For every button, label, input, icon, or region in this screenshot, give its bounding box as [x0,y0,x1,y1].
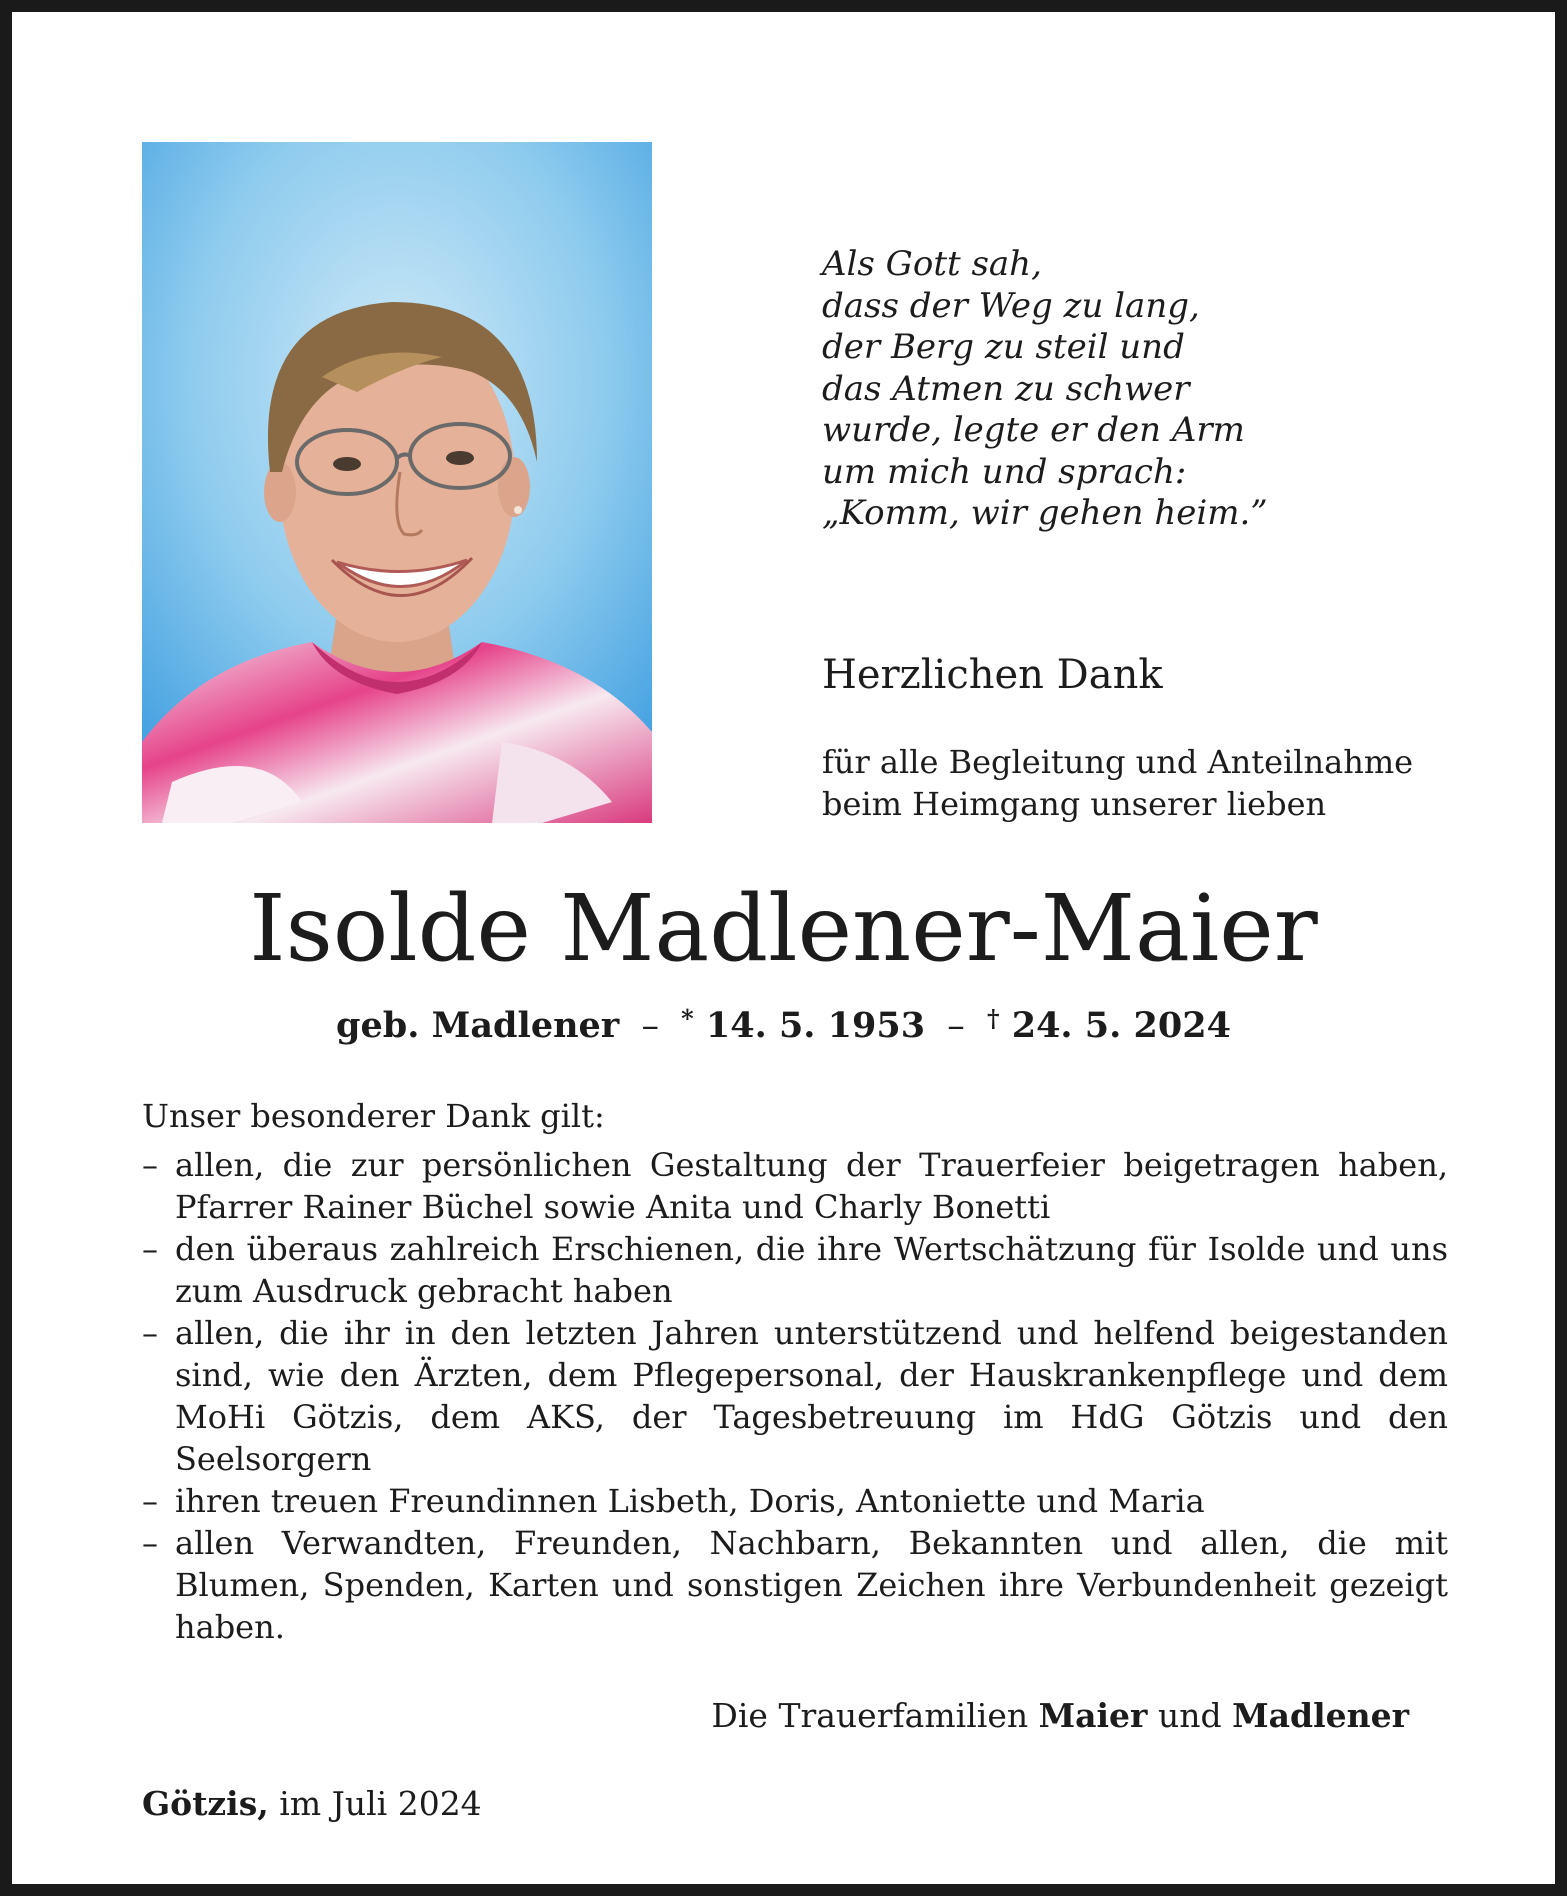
list-item [142,1144,1448,1228]
family-name-1: Maier [1038,1696,1148,1735]
list-dash: – [142,1482,158,1520]
gratitude-intro: Unser besonderer Dank gilt: [142,1097,605,1135]
list-item-text: allen, die ihr in den letzten Jahren unterstützend und helfend beigestanden sind, wie den Ärzten, dem Pflegepersonal, der Hauskrankenpflege und dem MoHi Götzis, dem AKS, der Tagesbetreuung im HdG Götzis und den Seelsorgern [175,1314,1448,1478]
list-dash: – [142,1524,158,1562]
list-item-text: ihren treuen Freundinnen Lisbeth, Doris, Antoniette und Maria [175,1482,1205,1520]
birth-symbol: * [681,1004,694,1033]
family-name-2: Madlener [1232,1696,1409,1735]
poem-line: Als Gott sah, [822,244,1042,284]
poem-line: das Atmen zu schwer [822,368,1190,409]
poem-line: wurde, legte er den Arm [822,410,1245,450]
portrait-illustration [142,142,652,823]
birth-date: 14. 5. 1953 [705,1005,926,1046]
place-date [142,1782,482,1826]
list-item [142,1480,1448,1522]
death-symbol: † [986,1004,1000,1033]
poem-line: um mich und sprach: [822,451,1187,492]
date-separator: – [641,1006,659,1046]
date: im Juli 2024 [279,1784,482,1823]
poem [822,244,1482,535]
list-item [142,1312,1448,1480]
list-item [142,1522,1448,1648]
list-item-text: allen Verwandten, Freunden, Nachbarn, Bekannten und allen, die mit Blumen, Spenden, Karten und sonstigen Zeichen ihre Verbundenheit gezeigt haben. [175,1524,1448,1646]
signature-prefix: Die Trauerfamilien [711,1696,1029,1735]
poem-line: dass der Weg zu lang, [822,285,1200,326]
birth-name: geb. Madlener [336,1005,620,1046]
deceased-name: Isolde Madlener-Maier [249,875,1318,982]
list-item-text: allen, die zur persönlichen Gestaltung der Trauerfeier beigetragen haben, Pfarrer Rainer Büchel sowie Anita und Charly Bonetti [175,1146,1448,1226]
list-dash: – [142,1230,158,1268]
place: Götzis, [142,1784,269,1823]
thanks-intro-line: für alle Begleitung und Anteilnahme [822,743,1414,781]
death-date: 24. 5. 2024 [1011,1005,1231,1046]
life-dates [12,997,1555,1048]
poem-line: der Berg zu steil und [822,327,1185,367]
thanks-heading: Herzlichen Dank [822,652,1163,698]
poem-line: „Komm, wir gehen heim.” [822,493,1268,533]
signature [711,1694,1409,1738]
signature-conjunction: und [1157,1696,1222,1735]
list-item [142,1228,1448,1312]
thanks-intro [822,741,1462,825]
list-dash: – [142,1146,158,1184]
thanks-intro-line: beim Heimgang unserer lieben [822,785,1327,823]
gratitude-list [142,1144,1448,1648]
list-item-text: den überaus zahlreich Erschienen, die ihre Wertschätzung für Isolde und uns zum Ausdruck gebracht haben [175,1230,1448,1310]
portrait-photo [142,142,652,823]
date-separator: – [947,1006,965,1046]
list-dash: – [142,1314,158,1352]
